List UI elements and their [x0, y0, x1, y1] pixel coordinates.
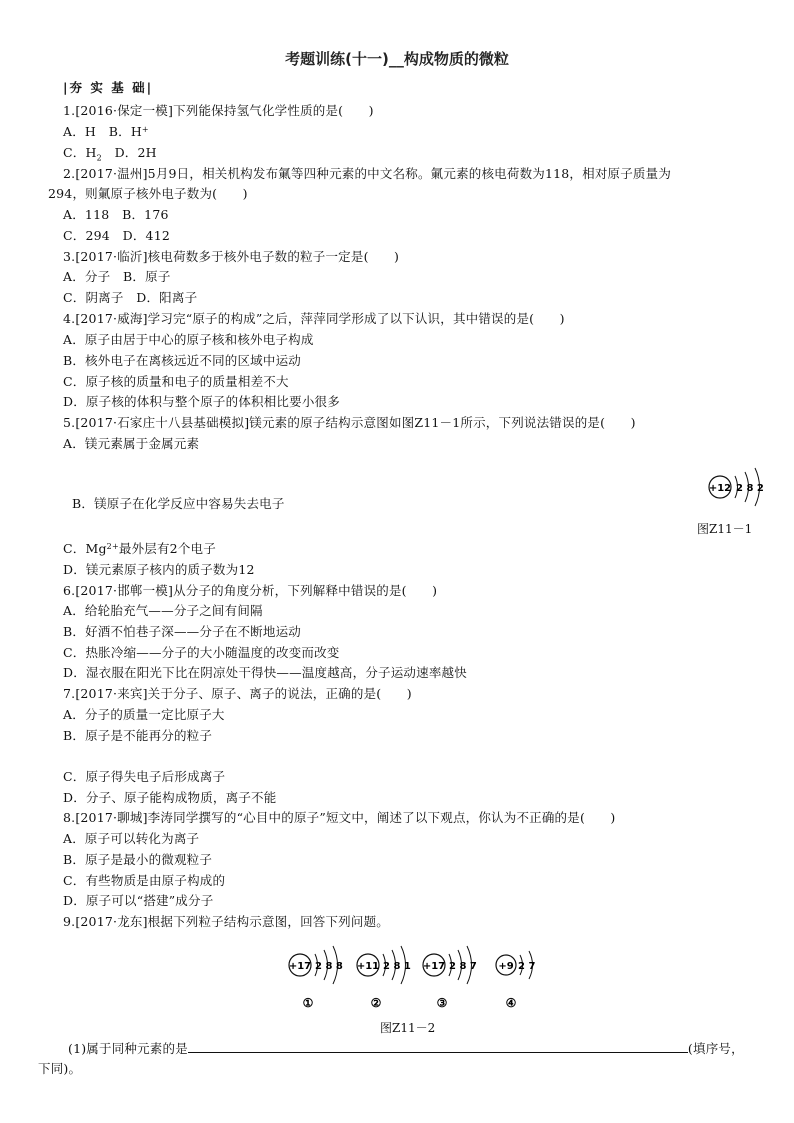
particle-3-label: ③ [436, 996, 448, 1010]
q5-opt-c-text: C．Mg [63, 541, 107, 556]
particle-diagram-3 [423, 946, 477, 1010]
magnesium-atom-diagram [700, 462, 770, 512]
particle-4-label: ④ [505, 996, 517, 1010]
q5-opt-d: D．镁元素原子核内的质子数为12 [63, 562, 255, 577]
q8-opt-b: B．原子是最小的微观粒子 [63, 852, 213, 867]
q9-sub1-answer-blank[interactable] [188, 1040, 688, 1053]
q2-options-cd: C．294 D．412 [63, 228, 171, 243]
q9-sub1-text: (1)属于同种元素的是 [68, 1041, 188, 1056]
particle-1-label: ① [302, 996, 314, 1010]
section-heading: |夯 实 基 础| [63, 80, 154, 95]
q1-opt-c-sub: 2 [96, 153, 102, 163]
q8-opt-d: D．原子可以“搭建”成分子 [63, 893, 214, 908]
q1-stem: 1.[2016·保定一模]下列能保持氢气化学性质的是( ) [63, 103, 374, 118]
q9-sub1-hint: (填序号， [687, 1041, 744, 1056]
particle-diagram-4 [496, 951, 535, 1010]
q7-opt-d: D．分子、原子能构成物质，离子不能 [63, 790, 277, 805]
q9-sub1-continued: 下同)。 [38, 1061, 82, 1076]
q1-opt-c: C．H [63, 145, 97, 160]
q6-opt-c: C．热胀冷缩——分子的大小随温度的改变而改变 [63, 645, 340, 660]
particle-2-shells: 2 8 1 [383, 961, 411, 972]
particle-3-nucleus: +17 [422, 961, 446, 972]
q8-opt-a: A．原子可以转化为离子 [63, 831, 200, 846]
q6-opt-a: A．给轮胎充气——分子之间有间隔 [63, 603, 263, 618]
particle-4-nucleus: +9 [498, 961, 514, 972]
particle-4-shells: 2 7 [518, 961, 536, 972]
q3-options-ab: A．分子 B．原子 [63, 269, 171, 284]
q2-options-ab: A．118 B．176 [63, 207, 169, 222]
q8-opt-c: C．有些物质是由原子构成的 [63, 873, 226, 888]
q9-stem: 9.[2017·龙东]根据下列粒子结构示意图，回答下列问题。 [63, 914, 389, 929]
q6-stem: 6.[2017·邯郸一模]从分子的角度分析，下列解释中错误的是( ) [63, 583, 438, 598]
q1-opt-d: D．2H [101, 145, 157, 160]
q6-opt-d: D．湿衣服在阳光下比在阴凉处干得快——温度越高，分子运动速率越快 [63, 665, 467, 680]
particle-diagram-1 [289, 946, 343, 1010]
q2-stem-line2: 294，则氭原子核外电子数为( ) [48, 186, 248, 201]
q1-options-cd [63, 144, 157, 168]
particle-3-shells: 2 8 7 [449, 961, 477, 972]
fig-z11-1-caption: 图Z11－1 [697, 522, 753, 536]
q5-opt-b: B．镁原子在化学反应中容易失去电子 [72, 496, 285, 511]
q4-opt-d: D．原子核的体积与整个原子的体积相比要小很多 [63, 394, 340, 409]
q5-stem: 5.[2017·石家庄十八县基础模拟]镁元素的原子结构示意图如图Z11－1所示，下列说法错误的是( ) [63, 415, 636, 430]
q4-stem: 4.[2017·威海]学习完“原子的构成”之后，萍萍同学形成了以下认识，其中错误的是( ) [63, 311, 565, 326]
mg-nucleus-label: +12 [708, 483, 732, 494]
mg-shell-label: 2 8 2 [736, 483, 764, 494]
q4-opt-c: C．原子核的质量和电子的质量相差不大 [63, 374, 289, 389]
q1-opt-a: A．H B．H [63, 124, 142, 139]
q1-options-ab [63, 123, 149, 141]
q3-options-cd: C．阴离子 D．阳离子 [63, 290, 198, 305]
q5-opt-c-rest: 最外层有2个电子 [118, 541, 216, 556]
q5-opt-a: A．镁元素属于金属元素 [63, 436, 200, 451]
q7-opt-c: C．原子得失电子后形成离子 [63, 769, 226, 784]
q7-opt-b: B．原子是不能再分的粒子 [63, 728, 213, 743]
q8-stem: 8.[2017·聊城]李涛同学撰写的“心目中的原子”短文中，阐述了以下观点，你认为不正确的是( ) [63, 810, 616, 825]
q1-opt-b-sup: + [141, 125, 149, 134]
q9-sub1 [68, 1040, 744, 1058]
particle-2-nucleus: +11 [356, 961, 380, 972]
q4-opt-a: A．原子由居于中心的原子核和核外电子构成 [63, 332, 314, 347]
particle-2-label: ② [370, 996, 382, 1010]
particle-diagram-2 [357, 946, 411, 1010]
q5-opt-c-sup: 2+ [106, 542, 119, 551]
page-title: 考题训练(十一)__构成物质的微粒 [285, 50, 509, 68]
q5-opt-c [63, 540, 216, 558]
q7-stem: 7.[2017·来宾]关于分子、原子、离子的说法，正确的是( ) [63, 686, 412, 701]
q4-opt-b: B．核外电子在离核远近不同的区域中运动 [63, 353, 301, 368]
q3-stem: 3.[2017·临沂]核电荷数多于核外电子数的粒子一定是( ) [63, 249, 400, 264]
particle-1-nucleus: +17 [288, 961, 312, 972]
particle-structure-diagrams [282, 945, 537, 1015]
particle-1-shells: 2 8 8 [315, 961, 343, 972]
fig-z11-2-caption: 图Z11－2 [380, 1021, 436, 1035]
q2-stem-line1: 2.[2017·温州]5月9日，相关机构发布氭等四种元素的中文名称。氭元素的核电荷数为118，相对原子质量为 [63, 166, 672, 181]
q7-opt-a: A．分子的质量一定比原子大 [63, 707, 225, 722]
q6-opt-b: B．好酒不怕巷子深——分子在不断地运动 [63, 624, 301, 639]
